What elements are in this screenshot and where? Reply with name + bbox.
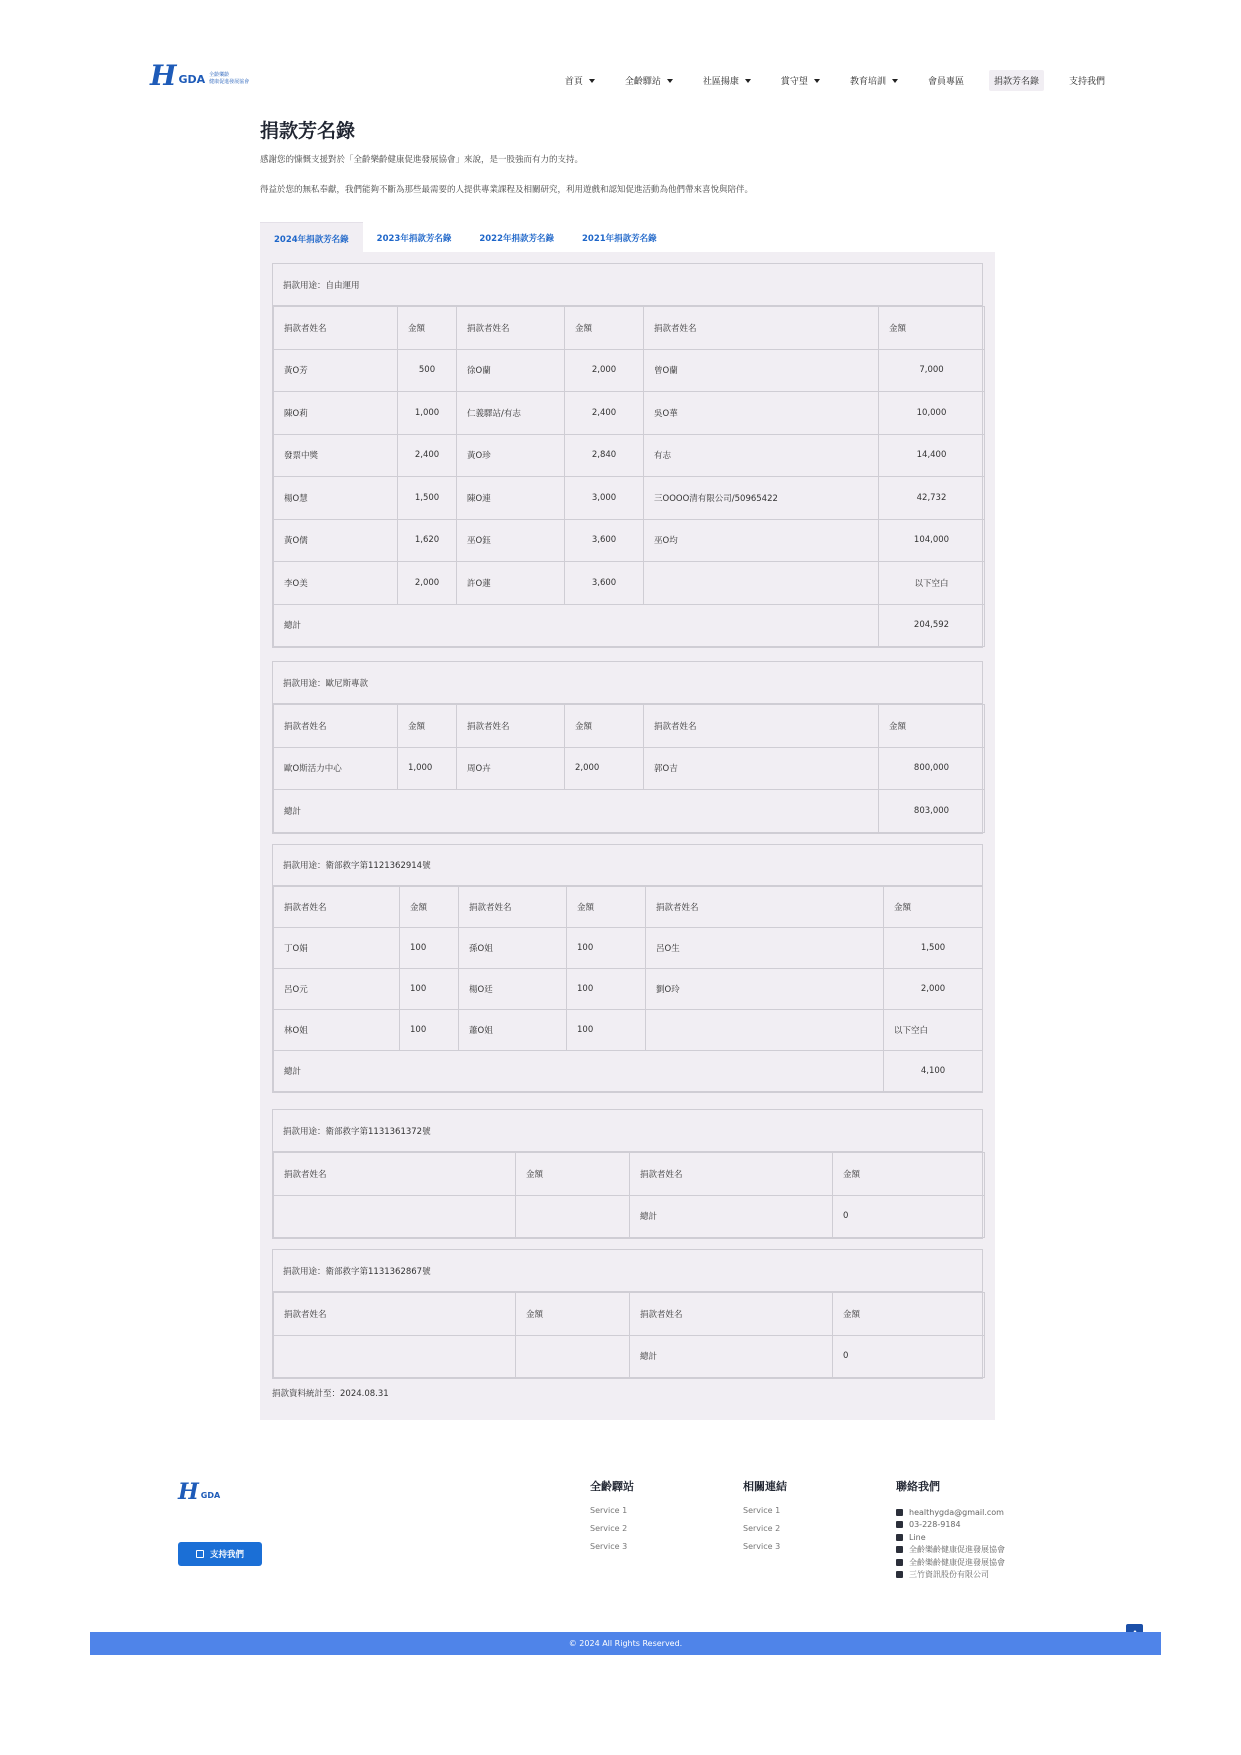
total-amount: 803,000 <box>879 790 985 833</box>
blank-below-note: 以下空白 <box>879 562 985 605</box>
donor-name: 楊O慧 <box>274 477 398 520</box>
donation-block-free-use <box>272 263 983 648</box>
donor-name: 蕭O姐 <box>459 1010 567 1051</box>
header-amount: 金額 <box>567 887 646 928</box>
table-header-row <box>274 705 985 748</box>
footer-link[interactable]: Service 3 <box>743 1542 781 1551</box>
donor-name: 丁O娟 <box>274 928 400 969</box>
tab-2023[interactable]: 2023年捐款芳名錄 <box>376 234 452 244</box>
total-label: 總計 <box>274 1051 884 1092</box>
donor-name: 陳O連 <box>457 477 565 520</box>
intro-text-2: 得益於您的無私奉獻，我們能夠不斷為那些最需要的人提供專業課程及相關研究，利用遊戲和認知促進活動為他們帶來喜悅與陪伴。 <box>260 185 754 195</box>
donor-name: 巫O均 <box>644 519 879 562</box>
line-icon <box>896 1534 903 1541</box>
chevron-down-icon <box>589 79 595 83</box>
donation-amount: 10,000 <box>879 392 985 435</box>
block-caption: 捐款用途：歐尼斯專款 <box>273 662 982 704</box>
block-caption: 捐款用途：衛部救字第1131361372號 <box>273 1110 982 1152</box>
donor-name: 徐O蘭 <box>457 349 565 392</box>
table-row <box>274 1010 983 1051</box>
contact-company[interactable]: 三竹資訊股份有限公司 <box>896 1569 1005 1582</box>
tab-2021[interactable]: 2021年捐款芳名錄 <box>582 234 657 244</box>
table-row <box>274 349 985 392</box>
header-amount: 金額 <box>400 887 459 928</box>
total-amount: 204,592 <box>879 604 985 647</box>
donor-name: 李O美 <box>274 562 398 605</box>
total-label: 總計 <box>630 1195 833 1238</box>
donation-table <box>273 1152 985 1238</box>
total-amount: 0 <box>833 1195 985 1238</box>
donation-block-1131361372 <box>272 1109 983 1239</box>
footer-link[interactable]: Service 2 <box>743 1524 781 1533</box>
header-amount: 金額 <box>833 1293 985 1336</box>
donor-name: 黃O芳 <box>274 349 398 392</box>
header-donor-name: 捐款者姓名 <box>644 307 879 350</box>
table-row <box>274 562 985 605</box>
donor-name: 黃O珍 <box>457 434 565 477</box>
support-us-button[interactable]: 支持我們 <box>178 1542 262 1566</box>
total-row <box>274 790 985 833</box>
header-amount: 金額 <box>879 705 985 748</box>
donor-name: 有志 <box>644 434 879 477</box>
donation-amount: 3,600 <box>565 519 644 562</box>
nav-item-support[interactable]: 支持我們 <box>1068 77 1105 87</box>
chevron-down-icon <box>814 79 820 83</box>
donation-amount: 100 <box>400 1010 459 1051</box>
header-donor-name: 捐款者姓名 <box>274 1153 516 1196</box>
table-header-row <box>274 1293 985 1336</box>
footer-col-title: 聯絡我們 <box>896 1480 940 1493</box>
header-donor-name: 捐款者姓名 <box>459 887 567 928</box>
donation-amount: 2,400 <box>398 434 457 477</box>
header-donor-name: 捐款者姓名 <box>644 705 879 748</box>
donor-name: 楊O廷 <box>459 969 567 1010</box>
header-donor-name: 捐款者姓名 <box>630 1153 833 1196</box>
footer-link[interactable]: Service 3 <box>590 1542 628 1551</box>
total-label: 總計 <box>274 790 879 833</box>
table-row <box>274 477 985 520</box>
donor-name: 呂O生 <box>646 928 884 969</box>
donation-amount: 14,400 <box>879 434 985 477</box>
donation-table <box>273 306 985 647</box>
instagram-icon <box>896 1559 903 1566</box>
tab-2024[interactable]: 2024年捐款芳名錄 <box>260 222 363 252</box>
donation-amount: 104,000 <box>879 519 985 562</box>
header-amount: 金額 <box>879 307 985 350</box>
contact-instagram[interactable]: 全齡樂齡健康促進發展協會 <box>896 1556 1005 1569</box>
logo-h-mark: H <box>150 59 177 92</box>
nav-item-education[interactable]: 教育培訓 <box>845 70 903 91</box>
intro-text-1: 感謝您的慷慨支援對於「全齡樂齡健康促進發展協會」來說，是一股強而有力的支持。 <box>260 155 584 165</box>
donation-amount: 500 <box>398 349 457 392</box>
donation-amount: 1,500 <box>884 928 983 969</box>
logo-gda-text: GDA <box>200 1490 221 1500</box>
page-title: 捐款芳名錄 <box>260 120 356 142</box>
tab-panel <box>260 252 995 1420</box>
donation-amount: 100 <box>567 1010 646 1051</box>
total-row <box>274 1051 983 1092</box>
header-donor-name: 捐款者姓名 <box>274 307 398 350</box>
year-tabs <box>260 222 671 252</box>
footer-link[interactable]: Service 1 <box>590 1506 628 1515</box>
header-donor-name: 捐款者姓名 <box>274 1293 516 1336</box>
donor-name: 發票中獎 <box>274 434 398 477</box>
footer-col-title: 相關連結 <box>743 1480 787 1493</box>
header-donor-name: 捐款者姓名 <box>274 887 400 928</box>
footer-link[interactable]: Service 2 <box>590 1524 628 1533</box>
donation-amount: 1,000 <box>398 747 457 790</box>
nav-item-community[interactable]: 社區揚康 <box>698 70 756 91</box>
send-icon <box>896 1509 903 1516</box>
header-amount: 金額 <box>565 307 644 350</box>
donor-name: 曾O蘭 <box>644 349 879 392</box>
donation-amount: 2,000 <box>884 969 983 1010</box>
header-amount: 金額 <box>398 705 457 748</box>
phone-icon <box>896 1521 903 1528</box>
donor-name: 周O卉 <box>457 747 565 790</box>
donor-name <box>644 562 879 605</box>
facebook-icon <box>896 1546 903 1553</box>
donation-amount: 100 <box>567 928 646 969</box>
contact-phone[interactable]: 03-228-9184 <box>896 1519 1005 1532</box>
nav-item-home[interactable]: 首頁 <box>560 70 600 91</box>
total-label: 總計 <box>274 604 879 647</box>
nav-item-donors[interactable]: 捐款芳名錄 <box>989 70 1044 91</box>
table-row <box>274 928 983 969</box>
donor-name: 仁義驛站/有志 <box>457 392 565 435</box>
megaphone-icon <box>896 1571 903 1578</box>
donation-table <box>273 886 983 1092</box>
table-row <box>274 434 985 477</box>
donation-amount: 3,600 <box>565 562 644 605</box>
donor-name: 呂O元 <box>274 969 400 1010</box>
footer-col-stations <box>590 1478 634 1560</box>
header-donor-name: 捐款者姓名 <box>646 887 884 928</box>
donation-block-1121362914 <box>272 844 983 1093</box>
contact-email[interactable]: healthygda@gmail.com <box>896 1506 1005 1519</box>
copyright-bar <box>90 1632 1161 1655</box>
table-row <box>274 747 985 790</box>
contact-line-app[interactable]: Line <box>896 1531 1005 1544</box>
nav-item-members[interactable]: 會員專區 <box>927 77 964 87</box>
total-row <box>274 1195 985 1238</box>
total-amount: 4,100 <box>884 1051 983 1092</box>
block-caption: 捐款用途：衛部救字第1131362867號 <box>273 1250 982 1292</box>
table-row <box>274 392 985 435</box>
donation-amount: 2,000 <box>565 349 644 392</box>
nav-item-station[interactable]: 全齡驛站 <box>620 70 678 91</box>
donation-amount: 3,000 <box>565 477 644 520</box>
donation-amount: 100 <box>400 928 459 969</box>
total-label: 總計 <box>630 1335 833 1378</box>
header-donor-name: 捐款者姓名 <box>457 705 565 748</box>
donation-amount: 1,000 <box>398 392 457 435</box>
table-row <box>274 969 983 1010</box>
donation-amount: 2,840 <box>565 434 644 477</box>
header-amount: 金額 <box>565 705 644 748</box>
donation-amount: 2,400 <box>565 392 644 435</box>
block-caption: 捐款用途：自由運用 <box>273 264 982 306</box>
table-header-row <box>274 1153 985 1196</box>
donation-amount: 1,500 <box>398 477 457 520</box>
footer-link[interactable]: Service 1 <box>743 1506 781 1515</box>
chevron-down-icon <box>745 79 751 83</box>
contact-facebook[interactable]: 全齡樂齡健康促進發展協會 <box>896 1544 1005 1557</box>
donation-amount: 1,620 <box>398 519 457 562</box>
donation-amount: 2,000 <box>565 747 644 790</box>
empty-cell <box>274 1335 516 1378</box>
chevron-down-icon <box>892 79 898 83</box>
donor-name: 三OOOO清有限公司/50965422 <box>644 477 879 520</box>
donor-name: 郭O吉 <box>644 747 879 790</box>
logo-gda-text: GDA <box>178 72 206 86</box>
copyright-text: © 2024 All Rights Reserved. <box>568 1639 683 1648</box>
donor-name: 劉O玲 <box>646 969 884 1010</box>
header-amount: 金額 <box>398 307 457 350</box>
donation-block-1131362867 <box>272 1249 983 1379</box>
donor-name: 林O姐 <box>274 1010 400 1051</box>
donation-amount: 800,000 <box>879 747 985 790</box>
header-amount: 金額 <box>516 1153 630 1196</box>
donor-name <box>646 1010 884 1051</box>
logo-subtitle: 全齡樂齡 健康促進發展協會 <box>209 72 250 85</box>
header-amount: 金額 <box>884 887 983 928</box>
donation-block-ornis-fund <box>272 661 983 834</box>
main-nav <box>540 70 1110 91</box>
empty-cell <box>274 1195 516 1238</box>
donor-name: 巫O鈺 <box>457 519 565 562</box>
footer-col-title: 全齡驛站 <box>590 1480 634 1493</box>
donor-name: 黃O儒 <box>274 519 398 562</box>
table-row <box>274 519 985 562</box>
empty-cell <box>516 1195 630 1238</box>
total-row <box>274 604 985 647</box>
thumbs-up-icon <box>196 1550 204 1558</box>
donor-name: 吳O華 <box>644 392 879 435</box>
donation-amount: 2,000 <box>398 562 457 605</box>
header-amount: 金額 <box>516 1293 630 1336</box>
statistics-date: 捐款資料統計至：2024.08.31 <box>272 1389 389 1399</box>
block-caption: 捐款用途：衛部救字第1121362914號 <box>273 845 982 886</box>
donor-name: 孫O姐 <box>459 928 567 969</box>
table-header-row <box>274 307 985 350</box>
total-row <box>274 1335 985 1378</box>
donor-name: 陳O莉 <box>274 392 398 435</box>
donation-amount: 100 <box>400 969 459 1010</box>
nav-item-watch[interactable]: 賞守望 <box>776 70 825 91</box>
header-donor-name: 捐款者姓名 <box>274 705 398 748</box>
tab-2022[interactable]: 2022年捐款芳名錄 <box>479 234 555 244</box>
donor-name: 許O蓮 <box>457 562 565 605</box>
blank-below-note: 以下空白 <box>884 1010 983 1051</box>
donation-amount: 42,732 <box>879 477 985 520</box>
site-header <box>150 60 1110 100</box>
chevron-down-icon <box>667 79 673 83</box>
footer-col-links <box>743 1478 787 1560</box>
footer-logo[interactable] <box>178 1478 220 1506</box>
site-logo[interactable] <box>150 59 250 92</box>
table-header-row <box>274 887 983 928</box>
header-donor-name: 捐款者姓名 <box>630 1293 833 1336</box>
donation-amount: 100 <box>567 969 646 1010</box>
empty-cell <box>516 1335 630 1378</box>
donation-table <box>273 704 985 833</box>
footer-col-contact <box>896 1478 1005 1581</box>
donation-table <box>273 1292 985 1378</box>
header-donor-name: 捐款者姓名 <box>457 307 565 350</box>
donor-name: 歐O斯活力中心 <box>274 747 398 790</box>
donation-amount: 7,000 <box>879 349 985 392</box>
total-amount: 0 <box>833 1335 985 1378</box>
header-amount: 金額 <box>833 1153 985 1196</box>
logo-h-mark: H <box>178 1479 199 1505</box>
